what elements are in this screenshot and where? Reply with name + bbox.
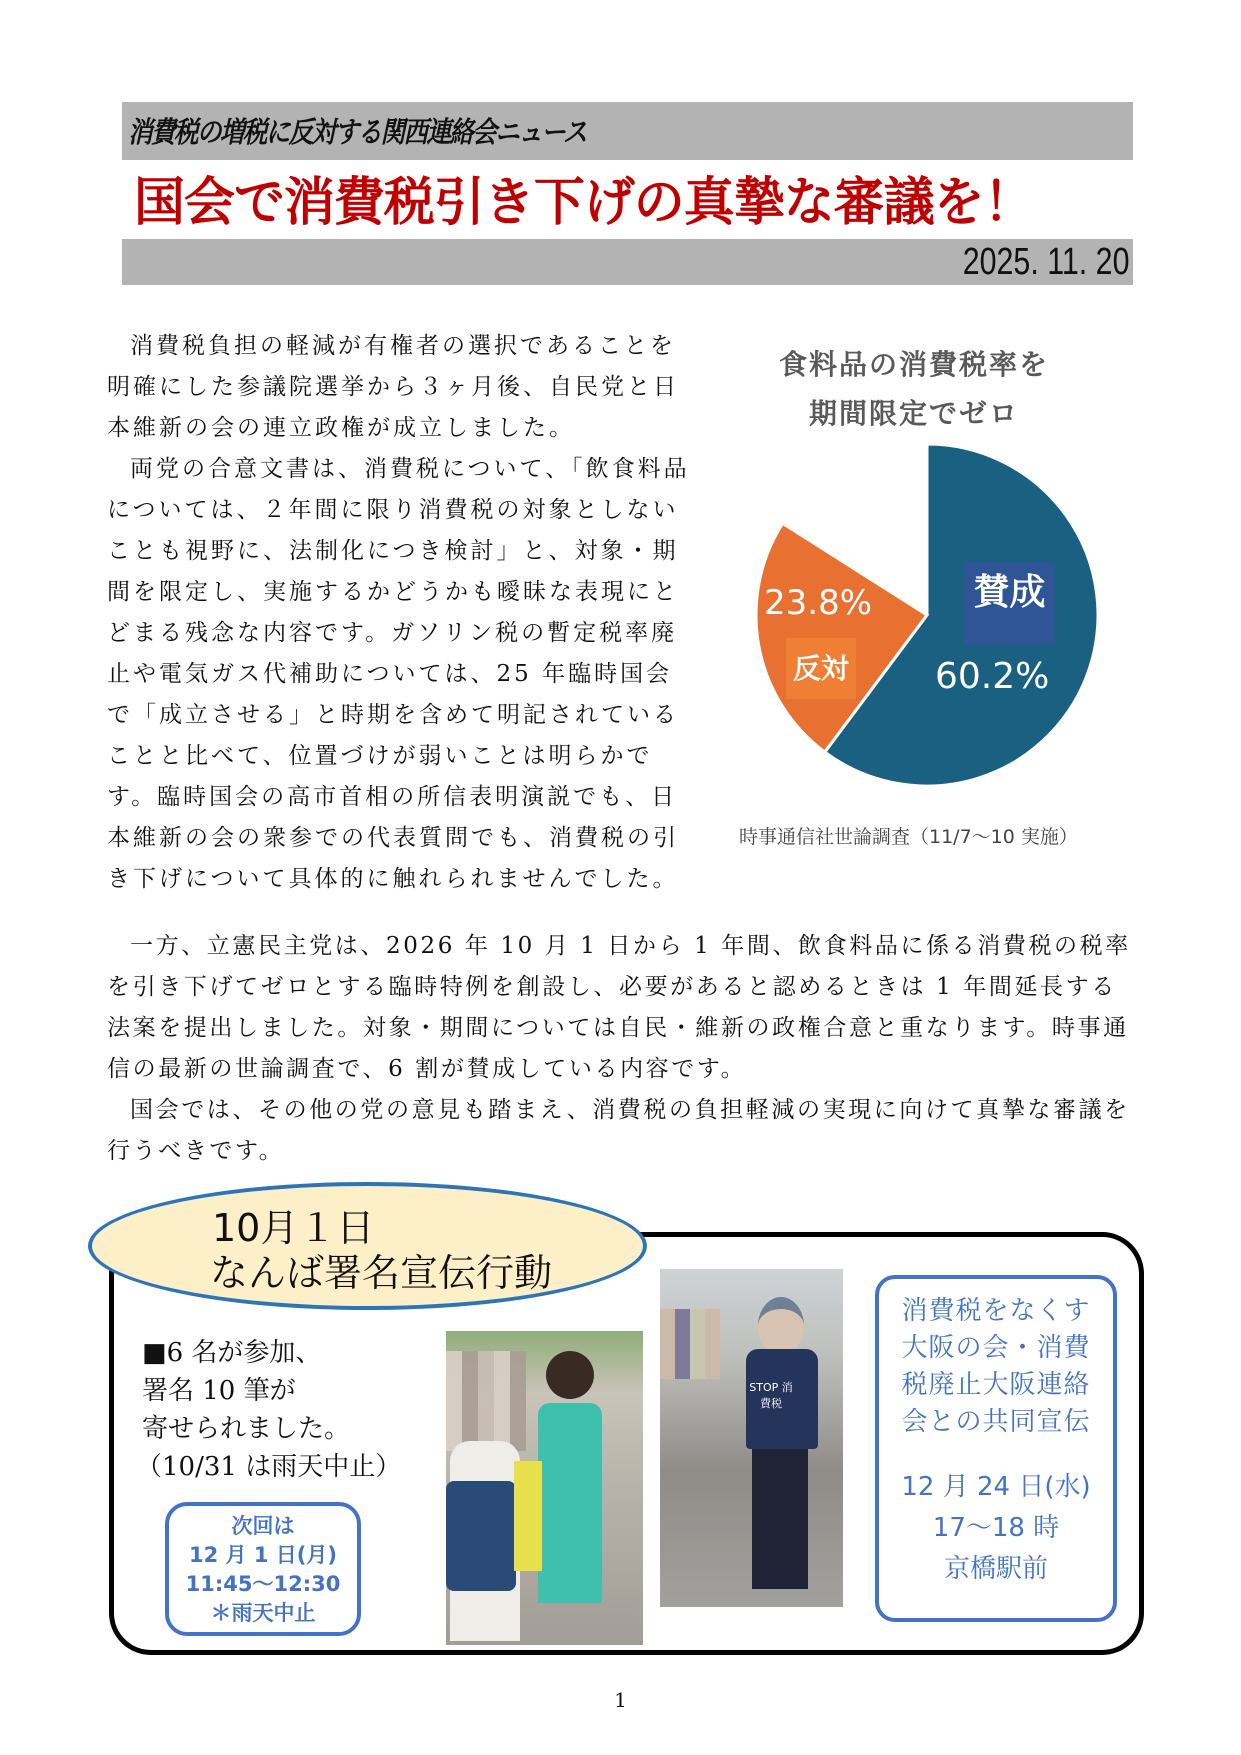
- joint-event-box: [875, 1275, 1117, 1622]
- joint-place: 京橋駅前: [943, 1554, 1048, 1584]
- slice-value-approve: 60.2%: [935, 656, 1050, 697]
- chart-title-line-1: 食料品の消費税率を: [778, 348, 1049, 381]
- tote-bag: [446, 1481, 516, 1591]
- pixelated-face: [660, 1309, 720, 1379]
- person-head: [758, 1297, 804, 1355]
- event-summary-line: 署名 10 筆が: [142, 1376, 296, 1406]
- event-summary-line: 寄せられました。: [142, 1414, 351, 1444]
- slice-label-box-approve: [964, 562, 1055, 645]
- joint-date: 12 月 24 日(水): [901, 1472, 1091, 1502]
- headline: 国会で消費税引き下げの真摯な審議を！: [134, 173, 1034, 233]
- date-banner: [122, 239, 1133, 285]
- article-full-width: [107, 926, 1132, 1172]
- event-summary-line: ■6 名が参加、: [142, 1338, 322, 1368]
- pixelated-face: [446, 1351, 526, 1451]
- next-note: ＊雨天中止: [210, 1601, 316, 1625]
- paragraph: 両党の合意文書は、消費税について、「飲食料品については、２年間に限り消費税の対象としないことも視野に、法制化につき検討」と、対象・期間を限定し、実施するかどうかも曖昧な表現にとどまる残念な内容です。ガソリン税の暫定税率廃止や電気ガス代補助については、25 年臨時国会で「成立させる」と時期を含めて明記されていることと比べて、位置づけが弱いことは明らかです。臨時国会の高市首相の所信表明演説でも、日本維新の会の衆参での代表質問でも、消費税の引き下げについて具体的に触れられませんでした。: [107, 456, 690, 892]
- joint-org-line: 大阪の会・消費: [901, 1333, 1091, 1363]
- slice-value-oppose: 23.8%: [764, 583, 873, 623]
- stop-vest: [746, 1349, 818, 1449]
- chart-source: 時事通信社世論調査（11/7〜10 実施）: [739, 826, 1078, 848]
- apron: [538, 1403, 602, 1603]
- chart-title-line-2: 期間限定でゼロ: [808, 397, 1019, 430]
- next-event-box: [165, 1502, 361, 1636]
- article-column: [107, 326, 697, 900]
- joint-org-line: 税廃止大阪連絡: [901, 1370, 1091, 1400]
- joint-time: 17〜18 時: [932, 1513, 1060, 1543]
- paragraph: 消費税負担の軽減が有権者の選択であることを明確にした参議院選挙から３ヶ月後、自民党と日本維新の会の連立政権が成立しました。: [107, 333, 679, 441]
- page-number: 1: [614, 1688, 627, 1712]
- vest-text: STOP 消費税: [749, 1381, 793, 1410]
- trousers: [752, 1449, 808, 1589]
- paragraph: 一方、立憲民主党は、2026 年 10 月 1 日から 1 年間、飲食料品に係る消費税の税率を引き下げてゼロとする臨時特例を創設し、必要があると認めるときは 1 年間延長する法案を提出しました。対象・期間については自民・維新の政権合意と重なります。時事通信の最新の世論調査で、6 割が賛成している内容です。: [107, 933, 1131, 1082]
- joint-org-line: 消費税をなくす: [901, 1296, 1091, 1326]
- joint-org-line: 会との共同宣伝: [901, 1407, 1091, 1437]
- next-date: 12 月 1 日(月): [189, 1543, 337, 1567]
- next-time: 11:45〜12:30: [185, 1572, 341, 1596]
- sign-board: [514, 1461, 542, 1571]
- paragraph: 国会では、その他の党の意見も踏まえ、消費税の負担軽減の実現に向けて真摯な審議を行うべきです。: [107, 1097, 1130, 1164]
- slice-label-box-oppose: [786, 638, 856, 699]
- next-label: 次回は: [231, 1514, 295, 1538]
- event-photo-2: [660, 1269, 843, 1607]
- event-photo-1: [446, 1331, 643, 1645]
- person-head: [546, 1351, 594, 1399]
- event-summary-line: （10/31 は雨天中止）: [136, 1452, 402, 1482]
- header-banner: [122, 102, 1133, 160]
- event-title: なんば署名宣伝行動: [210, 1251, 553, 1295]
- issue-date: 2025. 11. 20: [962, 241, 1129, 283]
- event-date: 10月１日: [212, 1206, 375, 1250]
- slice-label-approve: 賛成: [973, 572, 1046, 613]
- newsletter-subtitle: 消費税の増税に反対する関西連絡会ニュース: [128, 115, 586, 149]
- slice-label-oppose: 反対: [792, 652, 849, 685]
